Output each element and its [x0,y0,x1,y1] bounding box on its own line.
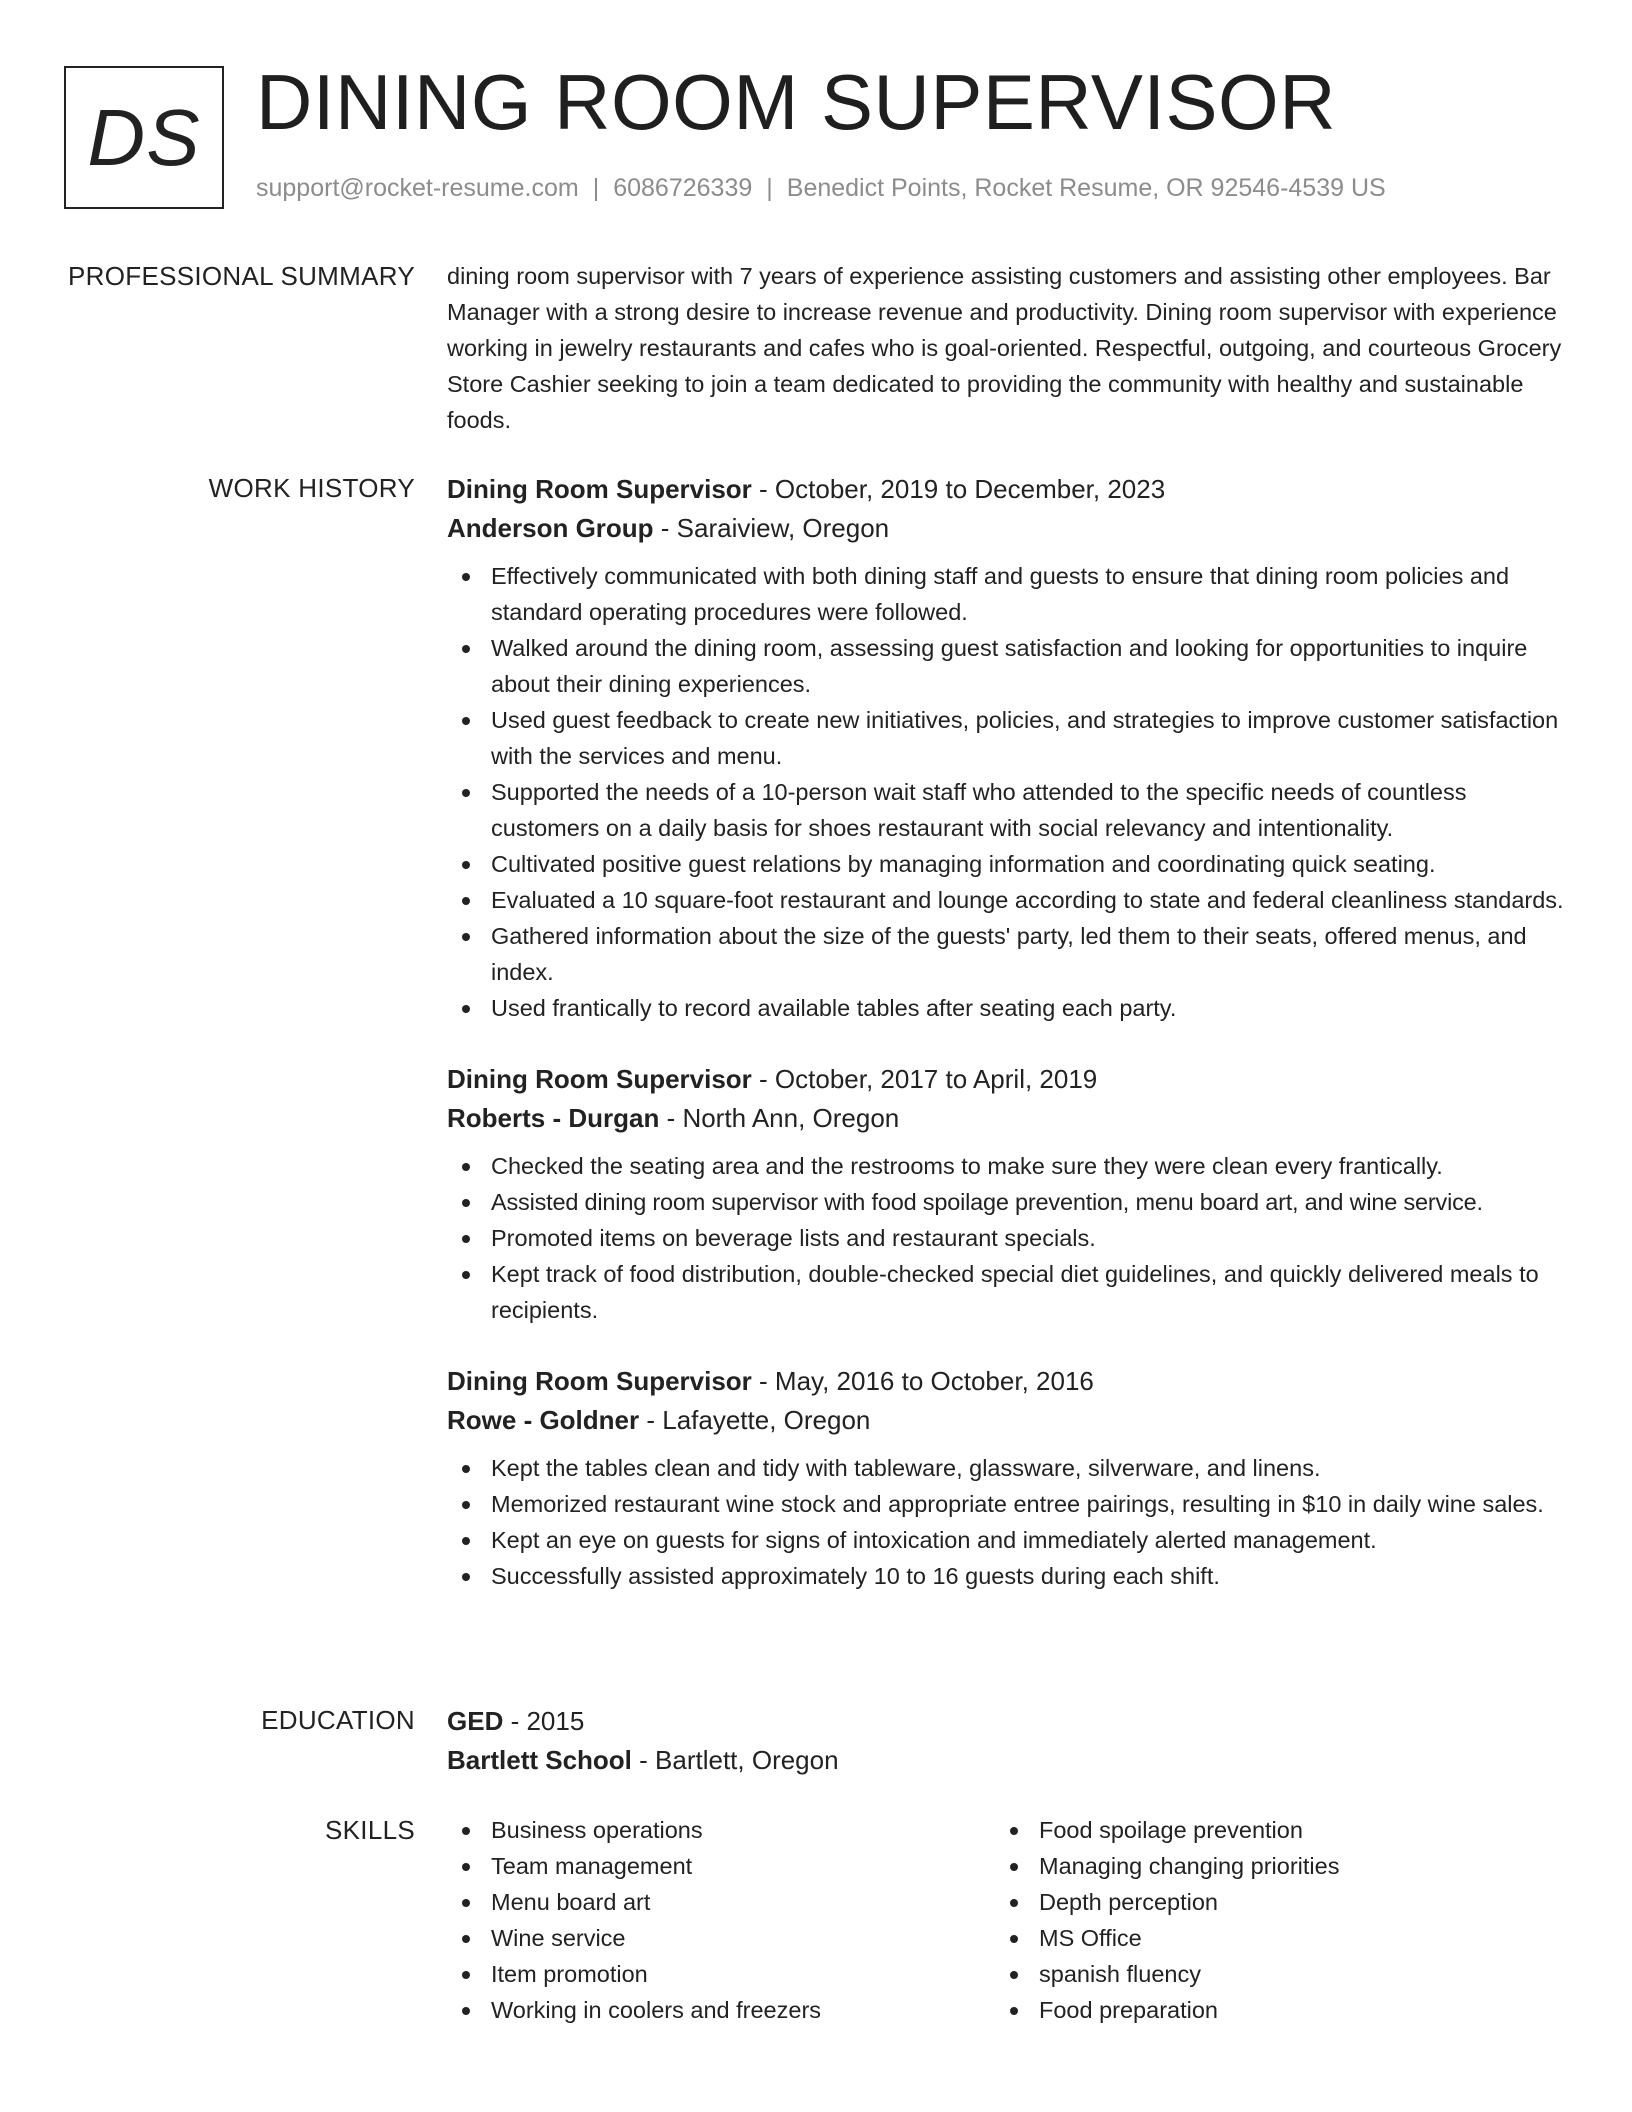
list-item: Kept the tables clean and tidy with tableware, glassware, silverware, and linens. [447,1450,1567,1486]
job-title-line [447,1362,1567,1401]
list-item: Used frantically to record available tables after seating each party. [447,990,1567,1026]
contact-separator: | [592,174,600,202]
section-label: EDUCATION [261,1705,415,1735]
list-item: Effectively communicated with both dining staff and guests to ensure that dining room policies and standard operating procedures were followed. [447,558,1567,630]
job-company-line [447,1099,1567,1138]
job-company: Rowe - Goldner [447,1405,640,1435]
degree: GED [447,1706,504,1736]
degree-year: - 2015 [503,1706,585,1736]
skills-column-right [995,1812,1543,2028]
job-title-line [447,470,1567,509]
section-label: SKILLS [325,1815,415,1845]
skill-item: Item promotion [447,1956,995,1992]
school-name: Bartlett School [447,1745,632,1775]
skill-item: Food spoilage prevention [995,1812,1543,1848]
skill-item: Menu board art [447,1884,995,1920]
skill-item: Managing changing priorities [995,1848,1543,1884]
degree-line [447,1702,1567,1741]
summary-text: dining room supervisor with 7 years of experience assisting customers and assisting other employees. Bar Manager with a strong desire to increase revenue and productivity. Dining room supervisor with experience working in jewelry restaurants and cafes who is goal-oriented. Respectful, outgoing, and courteous Grocery Store Cashier seeking to join a team dedicated to providing the community with healthy and sustainable foods. [447,263,1562,433]
job-company-line [447,509,1567,548]
contact-email: support@rocket-resume.com [256,174,579,202]
job-location: - Saraiview, Oregon [653,513,890,543]
list-item: Checked the seating area and the restrooms to make sure they were clean every frantically. [447,1148,1567,1184]
list-item: Used guest feedback to create new initiatives, policies, and strategies to improve customer satisfaction with the services and menu. [447,702,1567,774]
contact-phone: 6086726339 [613,174,753,202]
school-line [447,1741,1567,1780]
skill-item: spanish fluency [995,1956,1543,1992]
job-dates: - October, 2017 to April, 2019 [751,1064,1098,1094]
job-location: - North Ann, Oregon [659,1103,900,1133]
list-item: Kept track of food distribution, double-checked special diet guidelines, and quickly delivered meals to recipients. [447,1256,1567,1328]
work-history-body [447,470,1567,1594]
skills-column-left [447,1812,995,2028]
job-title: Dining Room Supervisor [447,474,752,504]
job-company: Anderson Group [447,513,654,543]
skill-item: Wine service [447,1920,995,1956]
candidate-name: DINING ROOM SUPERVISOR [256,58,1337,146]
skill-item: Working in coolers and freezers [447,1992,995,2028]
section-label: WORK HISTORY [208,473,415,503]
job-title-line [447,1060,1567,1099]
skills-columns [447,1812,1567,2028]
skill-item: Team management [447,1848,995,1884]
job-dates: - October, 2019 to December, 2023 [751,474,1166,504]
skill-item: MS Office [995,1920,1543,1956]
school-location: - Bartlett, Oregon [631,1745,839,1775]
job-location: - Lafayette, Oregon [639,1405,871,1435]
list-item: Kept an eye on guests for signs of intoxication and immediately alerted management. [447,1522,1567,1558]
list-item: Gathered information about the size of the guests' party, led them to their seats, offered menus, and index. [447,918,1567,990]
skill-item: Food preparation [995,1992,1543,2028]
skill-item: Business operations [447,1812,995,1848]
list-item: Assisted dining room supervisor with food spoilage prevention, menu board art, and wine service. [447,1184,1567,1220]
list-item: Walked around the dining room, assessing guest satisfaction and looking for opportunities to inquire about their dining experiences. [447,630,1567,702]
list-item: Supported the needs of a 10-person wait staff who attended to the specific needs of countless customers on a daily basis for shoes restaurant with social relevancy and intentionality. [447,774,1567,846]
job-dates: - May, 2016 to October, 2016 [751,1366,1094,1396]
job-bullets [447,558,1567,1026]
job-bullets [447,1148,1567,1328]
job-company-line [447,1401,1567,1440]
job-entry [447,470,1567,1026]
contact-line [256,174,1386,203]
list-item: Successfully assisted approximately 10 to 16 guests during each shift. [447,1558,1567,1594]
job-company: Roberts - Durgan [447,1103,660,1133]
section-label: PROFESSIONAL SUMMARY [68,261,415,291]
contact-address: Benedict Points, Rocket Resume, OR 92546-4539 US [786,174,1386,202]
list-item: Memorized restaurant wine stock and appropriate entree pairings, resulting in $10 in daily wine sales. [447,1486,1567,1522]
job-entry [447,1060,1567,1328]
list-item: Evaluated a 10 square-foot restaurant and lounge according to state and federal cleanliness standards. [447,882,1567,918]
education-body [447,1702,1567,1780]
job-title: Dining Room Supervisor [447,1366,752,1396]
skill-item: Depth perception [995,1884,1543,1920]
job-entry [447,1362,1567,1594]
contact-separator: | [766,174,773,202]
job-title: Dining Room Supervisor [447,1064,752,1094]
list-item: Cultivated positive guest relations by managing information and coordinating quick seating. [447,846,1567,882]
monogram-initials: DS [64,66,224,209]
job-bullets [447,1450,1567,1594]
list-item: Promoted items on beverage lists and restaurant specials. [447,1220,1567,1256]
